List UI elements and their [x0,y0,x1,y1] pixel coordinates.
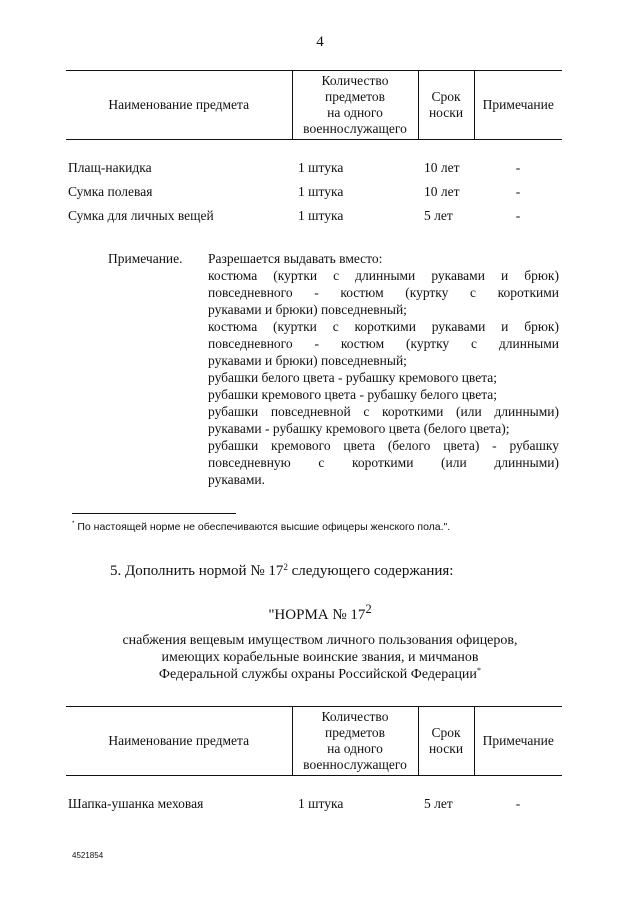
cell-quantity: 1 штука [298,160,344,175]
table-spacer [66,776,562,793]
table-row [66,156,562,180]
cell-term: 10 лет [424,160,460,175]
note-line: рубашки повседневной с короткими (или длинными) [208,404,559,419]
column-header-note: Примечание [474,707,562,776]
note-line: повседневного - костюм (куртку с длинными [208,336,559,351]
column-header-quantity-line: предметов [324,89,386,104]
column-header-quantity-line: военнослужащего [303,757,407,772]
column-header-term-line: Срок [431,89,461,104]
note-line: рубашки кремового цвета (белого цвета) - рубашку [208,438,559,453]
footnote [72,521,450,533]
table-spacer [66,140,562,157]
note-line: Разрешается выдавать вместо: [208,251,383,266]
note-line: рукавами. [208,472,265,487]
norm-title [0,602,640,624]
note-line: рукавами - рубашку кремового цвета (белого цвета); [208,421,510,436]
cell-name: Плащ-накидка [68,160,152,175]
section-heading-sup: 2 [283,562,288,572]
column-header-name: Наименование предмета [66,707,292,776]
column-header-term [418,707,474,776]
norm-subtitle-text: Федеральной службы охраны Российской Федерации [158,667,477,682]
items-table-2 [66,706,562,816]
note-line: рубашки белого цвета - рубашку кремового цвета; [208,370,498,385]
cell-name: Сумка для личных вещей [68,208,214,223]
cell-note: - [515,184,521,199]
note-line: рукавами и брюки) повседневный; [208,302,407,317]
note-line: костюма (куртки с короткими рукавами и брюк) [208,319,559,334]
column-header-name: Наименование предмета [66,71,292,140]
norm-title-sup: 2 [365,602,372,616]
note-line: рубашки кремового цвета - рубашку белого цвета; [208,387,498,402]
column-header-term [418,71,474,140]
section-heading-text: 5. Дополнить нормой № 17 [110,563,284,579]
cell-term: 5 лет [424,796,453,811]
column-header-quantity-line: на одного [327,741,383,756]
column-header-term-line: Срок [431,725,461,740]
cell-note: - [515,208,521,223]
footnote-mark: * [72,520,75,527]
page-number: 4 [316,34,324,50]
cell-term: 10 лет [424,184,460,199]
items-table-1 [66,70,562,228]
note-line: повседневную с короткими (или длинными) [208,455,559,470]
column-header-term-line: носки [428,741,464,756]
norm-subtitle-line: снабжения вещевым имуществом личного пользования офицеров, [122,633,518,648]
column-header-quantity-line: предметов [324,725,386,740]
cell-name: Шапка-ушанка меховая [68,796,204,811]
norm-subtitle-line [0,667,640,683]
column-header-quantity-line: Количество [321,73,389,88]
column-header-term-line: носки [428,105,464,120]
cell-note: - [515,796,521,811]
column-header-quantity-line: Количество [321,709,389,724]
cell-quantity: 1 штука [298,796,344,811]
note-text [208,250,559,488]
table-row [66,180,562,204]
column-header-quantity-line: на одного [327,105,383,120]
column-header-quantity [292,71,418,140]
norm-subtitle-line: имеющих корабельные воинские звания, и мичманов [161,650,479,665]
section-heading-tail: следующего содержания: [287,563,454,579]
cell-quantity: 1 штука [298,184,344,199]
cell-name: Сумка полевая [68,184,153,199]
footnote-divider [72,513,236,514]
note-line: рукавами и брюки) повседневный; [208,353,407,368]
table-row [66,204,562,228]
column-header-quantity [292,707,418,776]
norm-title-text: "НОРМА № 17 [268,607,366,623]
footnote-text: По настоящей норме не обеспечиваются высшие офицеры женского пола.". [74,521,451,533]
table-row [66,792,562,816]
document-code: 4521854 [72,851,104,860]
note-label: Примечание. [108,251,183,266]
cell-term: 5 лет [424,208,453,223]
note-line: костюма (куртки с длинными рукавами и брюк) [208,268,559,283]
norm-subtitle-mark: * [476,666,482,675]
column-header-note: Примечание [474,71,562,140]
column-header-quantity-line: военнослужащего [303,121,407,136]
cell-note: - [515,160,521,175]
section-heading [110,563,453,580]
cell-quantity: 1 штука [298,208,344,223]
note-line: повседневного - костюм (куртку с короткими [208,285,559,300]
